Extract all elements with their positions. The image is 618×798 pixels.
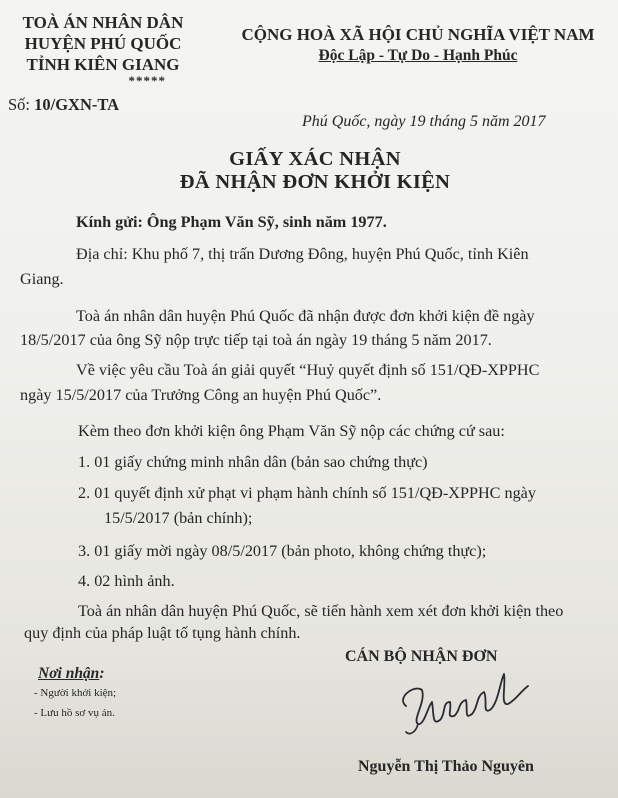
paragraph-2-line-2: ngày 15/5/2017 của Trưởng Công an huyện Phú Quốc”. (20, 386, 382, 404)
doc-number-label: Số: (8, 95, 31, 114)
national-header (228, 24, 608, 66)
address-line-1: Địa chỉ: Khu phố 7, thị trấn Dương Đông, huyện Phú Quốc, tỉnh Kiên (76, 245, 529, 263)
paragraph-4-line-2: quy định của pháp luật tố tụng hành chính. (24, 624, 301, 642)
recipient-item-1: - Người khởi kiện; (34, 687, 117, 699)
recipients-colon: : (99, 665, 105, 682)
evidence-item-2-cont: 15/5/2017 (bản chính); (104, 509, 253, 527)
evidence-item-2: 2. 01 quyết định xử phạt vi phạm hành chính số 151/QĐ-XPPHC ngày (78, 484, 536, 502)
handwritten-signature (388, 662, 538, 742)
recipient-item-2: - Lưu hồ sơ vụ án. (34, 707, 115, 719)
evidence-item-3: 3. 01 giấy mời ngày 08/5/2017 (bản photo, không chứng thực); (78, 542, 487, 560)
court-district: HUYỆN PHÚ QUỐC (24, 34, 182, 53)
court-name: TOÀ ÁN NHÂN DÂN (22, 13, 184, 32)
stars-divider: ***** (128, 73, 166, 88)
paragraph-1-line-1: Toà án nhân dân huyện Phú Quốc đã nhận được đơn khởi kiện đề ngày (76, 307, 535, 325)
court-province: TỈNH KIÊN GIANG (26, 55, 180, 74)
evidence-item-1: 1. 01 giấy chứng minh nhân dân (bản sao chứng thực) (78, 453, 428, 471)
place-date: Phú Quốc, ngày 19 tháng 5 năm 2017 (302, 113, 546, 130)
recipients-heading (38, 665, 104, 683)
country-name: CỘNG HOÀ XÃ HỘI CHỦ NGHĨA VIỆT NAM (241, 25, 595, 44)
signature-title: CÁN BỘ NHẬN ĐƠN (345, 648, 498, 665)
court-header (8, 12, 198, 87)
title-line-2: ĐÃ NHẬN ĐƠN KHỞI KIỆN (179, 171, 451, 193)
address-line-2: Giang. (20, 270, 64, 288)
recipient-line: Kính gửi: Ông Phạm Văn Sỹ, sinh năm 1977. (76, 213, 387, 231)
doc-number-value: 10/GXN-TA (34, 95, 120, 114)
signer-name: Nguyễn Thị Thảo Nguyên (358, 758, 534, 775)
title-line-1: GIẤY XÁC NHẬN (229, 148, 401, 170)
paragraph-4-line-1: Toà án nhân dân huyện Phú Quốc, sẽ tiến hành xem xét đơn khởi kiện theo (78, 602, 564, 620)
recipients-label: Nơi nhận (38, 665, 100, 682)
evidence-item-4: 4. 02 hình ảnh. (78, 572, 175, 590)
national-motto: Độc Lập - Tự Do - Hạnh Phúc (318, 47, 518, 64)
paragraph-2-line-1: Về việc yêu cầu Toà án giải quyết “Huỷ quyết định số 151/QĐ-XPPHC (76, 361, 540, 379)
document-title (150, 148, 480, 194)
paragraph-1-line-2: 18/5/2017 của ông Sỹ nộp trực tiếp tại toà án ngày 19 tháng 5 năm 2017. (20, 331, 492, 349)
paragraph-3: Kèm theo đơn khởi kiện ông Phạm Văn Sỹ nộp các chứng cứ sau: (78, 422, 505, 440)
document-number (8, 95, 119, 115)
